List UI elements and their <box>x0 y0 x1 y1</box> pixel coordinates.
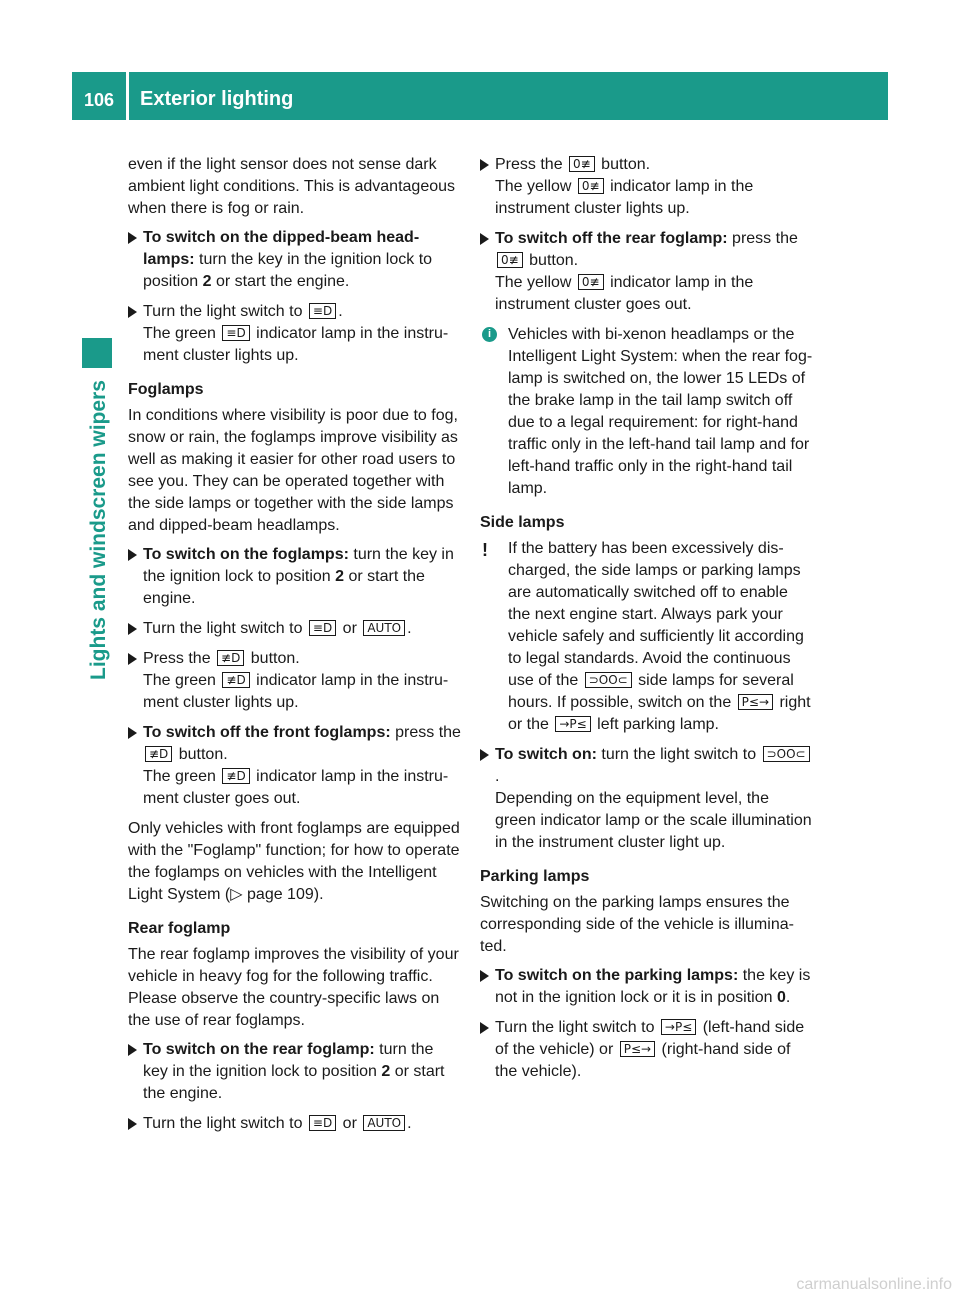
step-light-switch <box>128 301 462 367</box>
step-text: turn the key in the ignition lock to position <box>143 251 433 290</box>
step-text: indicator lamp in the instrument cluster goes out. <box>143 768 449 807</box>
note-text: left parking lamp. <box>592 716 719 733</box>
step-arrow-icon <box>480 749 489 761</box>
step-text: button. <box>596 156 651 173</box>
step-text: button. <box>174 746 228 763</box>
step-parking-switch <box>480 1017 814 1083</box>
step-text: . <box>495 768 500 785</box>
step-text: Press the <box>495 156 568 173</box>
step-parking-lamps-on <box>480 965 814 1009</box>
watermark: carmanualsonline.info <box>796 1276 952 1293</box>
note-text: If the battery has been excessively discharged, the side lamps or parking lamps are automatically switched off to enable the next engine start. Always park your vehicle safely and sufficiently lit according to legal standards. Avoid the continuous use of the <box>508 540 804 689</box>
step-front-fog-off <box>128 722 462 810</box>
step-arrow-icon <box>128 623 137 635</box>
low-beam-icon: ≡D <box>309 303 336 319</box>
warning-note <box>480 538 814 736</box>
ignition-position: 2 <box>381 1063 391 1080</box>
section-title: Exterior lighting <box>140 88 294 110</box>
step-text: or start the engine. <box>143 1063 445 1102</box>
side-tab-label: Lights and windscreen wipers <box>87 380 110 680</box>
ignition-position: 2 <box>335 568 345 585</box>
step-text: indicator lamp in the instrument cluster goes out. <box>495 274 754 313</box>
rear-foglamp-heading: Rear foglamp <box>128 920 231 937</box>
step-text: The green <box>143 672 221 689</box>
step-arrow-icon <box>128 1044 137 1056</box>
side-lamps-icon: ⊃OO⊂ <box>585 672 632 688</box>
step-title: To switch on the foglamps: <box>143 546 349 563</box>
note-text: side lamps for several hours. If possible, switch on the <box>508 672 794 711</box>
step-text: . <box>785 989 791 1006</box>
step-text: The green <box>143 768 221 785</box>
step-text: or <box>338 1115 362 1132</box>
step-foglamps-on <box>128 544 462 610</box>
step-text: (right-hand side of the vehicle). <box>495 1041 791 1080</box>
info-icon: i <box>482 327 497 342</box>
step-text: Turn the light switch to <box>495 1019 659 1036</box>
step-text: Depending on the equipment level, the green indicator lamp or the scale illumination in the instrument cluster light up. <box>495 790 812 851</box>
foglamp-function-paragraph <box>128 818 462 906</box>
step-text: Turn the light switch to <box>143 1115 307 1132</box>
step-text: or start the engine. <box>211 273 350 290</box>
right-column <box>480 154 814 1091</box>
step-text: or start the engine. <box>143 568 425 607</box>
rear-foglamp-icon: 0≢ <box>569 156 595 172</box>
step-fog-switch <box>128 618 462 640</box>
step-text: (left-hand side of the vehicle) or <box>495 1019 805 1058</box>
step-text: indicator lamp in the instrument cluster lights up. <box>495 178 754 217</box>
step-text: . <box>407 620 412 637</box>
step-text: turn the light switch to <box>596 746 761 763</box>
header-divider <box>126 72 129 120</box>
step-arrow-icon <box>480 1022 489 1034</box>
paragraph-text: ). <box>313 886 324 903</box>
step-arrow-icon <box>128 306 137 318</box>
auto-light-icon: AUTO <box>363 620 405 636</box>
warning-icon: ! <box>482 540 488 560</box>
step-text: button. <box>524 252 579 269</box>
foglamps-heading: Foglamps <box>128 381 204 398</box>
page-reference-link[interactable]: ▷ page 109 <box>230 886 314 903</box>
step-rear-fog-on <box>128 1039 462 1105</box>
step-dipped-beam <box>128 227 462 293</box>
step-text: the key is not in the ignition lock or it is in position <box>495 967 811 1006</box>
low-beam-icon: ≡D <box>222 325 249 341</box>
paragraph-text: Only vehicles with front foglamps are equipped with the "Foglamp" function; for how to operate the foglamps on vehicles with the Intelligent Light System ( <box>128 820 460 903</box>
step-text: . <box>407 1115 412 1132</box>
rear-foglamp-icon: 0≢ <box>497 252 523 268</box>
rear-foglamp-icon: 0≢ <box>578 178 604 194</box>
note-text: right or the <box>508 694 811 733</box>
step-arrow-icon <box>128 1118 137 1130</box>
rear-foglamp-icon: 0≢ <box>578 274 604 290</box>
step-title: To switch on the dipped-beam headlamps: <box>143 229 420 268</box>
intro-paragraph: even if the light sensor does not sense dark ambient light conditions. This is advantageous when there is fog or rain. <box>128 156 456 217</box>
step-arrow-icon <box>480 970 489 982</box>
step-side-lamps-on <box>480 744 814 854</box>
step-title: To switch on the rear foglamp: <box>143 1041 375 1058</box>
step-rear-switch <box>128 1113 462 1135</box>
front-foglamp-icon: ≢D <box>145 746 172 762</box>
step-text: The green <box>143 325 221 342</box>
low-beam-icon: ≡D <box>309 620 336 636</box>
step-text: The yellow <box>495 274 576 291</box>
step-text: press the <box>390 724 461 741</box>
step-arrow-icon <box>128 727 137 739</box>
step-title: To switch on the parking lamps: <box>495 967 739 984</box>
step-text: indicator lamp in the instrument cluster lights up. <box>143 325 449 364</box>
step-text: button. <box>246 650 300 667</box>
step-text: press the <box>727 230 798 247</box>
step-text: turn the key in the ignition lock to position <box>143 1041 434 1080</box>
auto-light-icon: AUTO <box>363 1115 405 1131</box>
side-lamps-heading: Side lamps <box>480 514 565 531</box>
rear-foglamp-paragraph: The rear foglamp improves the visibility of your vehicle in heavy fog for the following traffic. Please observe the country-specific laws on the use of rear foglamps. <box>128 946 459 1029</box>
step-arrow-icon <box>480 159 489 171</box>
parking-lamps-paragraph: Switching on the parking lamps ensures the corresponding side of the vehicle is illuminated. <box>480 894 794 955</box>
right-parking-lamp-icon: P≤→ <box>738 694 773 710</box>
step-arrow-icon <box>480 233 489 245</box>
step-press-rear-fog <box>480 154 814 220</box>
side-tab-marker <box>82 338 112 368</box>
page-number: 106 <box>84 90 115 110</box>
step-text: The yellow <box>495 178 576 195</box>
ignition-position: 0 <box>776 989 786 1006</box>
step-arrow-icon <box>128 549 137 561</box>
step-text: turn the key in the ignition lock to position <box>143 546 454 585</box>
right-parking-lamp-icon: P≤→ <box>620 1041 655 1057</box>
front-foglamp-icon: ≢D <box>217 650 244 666</box>
note-text: Vehicles with bi-xenon headlamps or the Intelligent Light System: when the rear foglamp is switched on, the lower 15 LEDs of the brake lamp in the tail lamp switch off due to a legal requirement: for right-hand traffic only in the left-hand tail lamp and for left-hand traffic only in the right-hand tail lamp. <box>508 326 813 497</box>
front-foglamp-icon: ≢D <box>222 672 249 688</box>
step-text: Press the <box>143 650 216 667</box>
step-title: To switch off the front foglamps: <box>143 724 391 741</box>
step-text: . <box>338 303 343 320</box>
step-text: Turn the light switch to <box>143 303 307 320</box>
foglamps-paragraph: In conditions where visibility is poor due to fog, snow or rain, the foglamps improve visibility as well as making it easier for other road users to see you. They can be operated together with the side lamps or together with the side lamps and dipped-beam headlamps. <box>128 407 458 534</box>
step-text: Turn the light switch to <box>143 620 307 637</box>
low-beam-icon: ≡D <box>309 1115 336 1131</box>
info-note <box>480 324 814 500</box>
ignition-position: 2 <box>202 273 212 290</box>
step-press-fog-button <box>128 648 462 714</box>
left-parking-lamp-icon: →P≤ <box>661 1019 696 1035</box>
step-arrow-icon <box>128 653 137 665</box>
side-lamps-icon: ⊃OO⊂ <box>763 746 810 762</box>
left-column <box>128 154 462 1143</box>
step-text: or <box>338 620 362 637</box>
step-rear-fog-off <box>480 228 814 316</box>
step-title: To switch off the rear foglamp: <box>495 230 728 247</box>
front-foglamp-icon: ≢D <box>222 768 249 784</box>
step-text: indicator lamp in the instrument cluster lights up. <box>143 672 449 711</box>
step-arrow-icon <box>128 232 137 244</box>
left-parking-lamp-icon: →P≤ <box>555 716 590 732</box>
parking-lamps-heading: Parking lamps <box>480 868 590 885</box>
step-title: To switch on: <box>495 746 597 763</box>
